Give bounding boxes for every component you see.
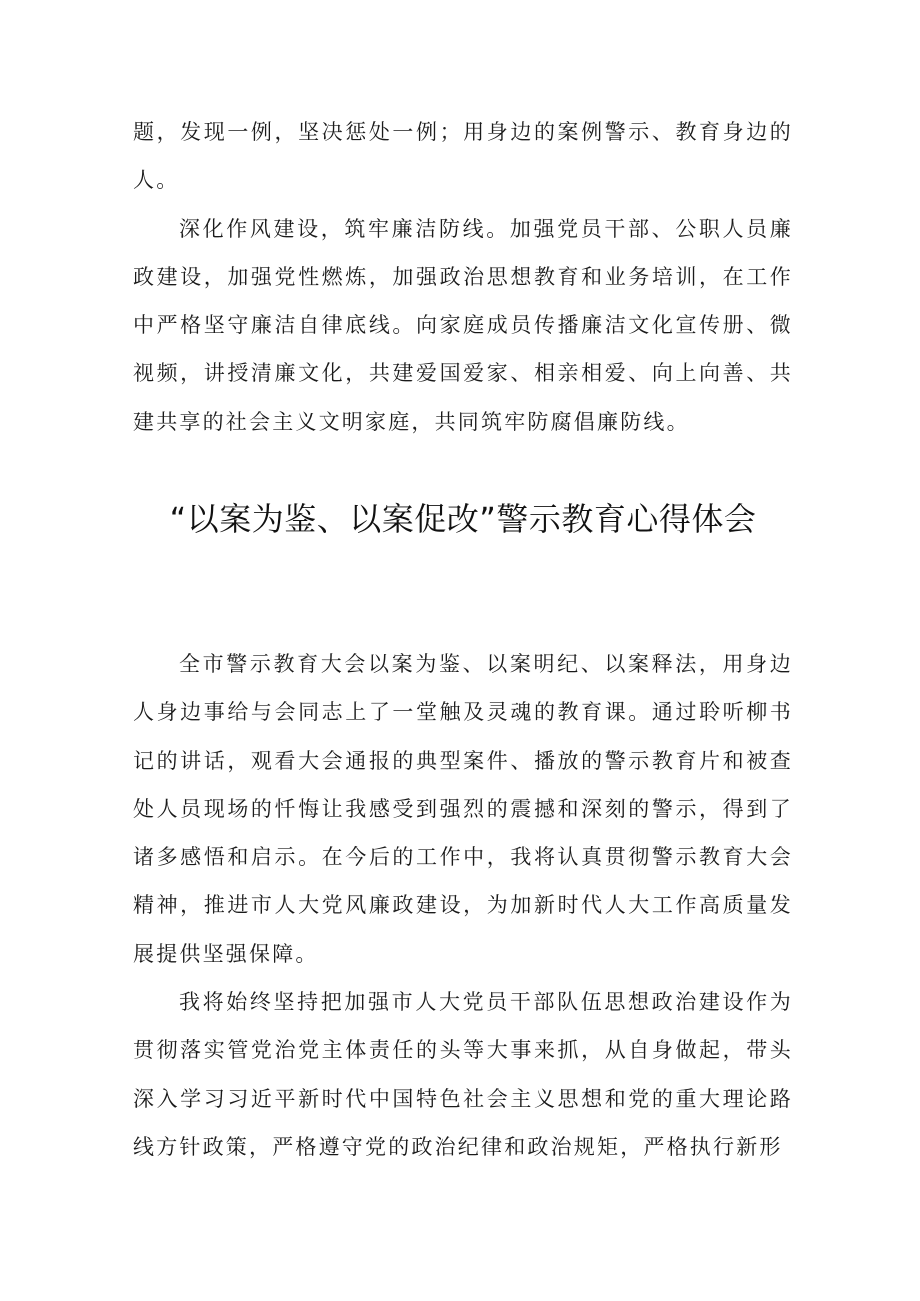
article-title: “以案为鉴、以案促改”警示教育心得体会 — [169, 500, 757, 538]
bottom-text-block — [133, 640, 793, 1171]
paragraph-continuation: 题，发现一例，坚决惩处一例；用身边的案例警示、教育身边的人。 — [133, 120, 793, 193]
paragraph-conference: 全市警示教育大会以案为鉴、以案明纪、以案释法，用身边人身边事给与会同志上了一堂触及灵魂的教育课。通过聆听柳书记的讲话，观看大会通报的典型案件、播放的警示教育片和被查处人员现场的忏悔让我感受到强烈的震撼和深刻的警示，得到了诸多感悟和启示。在今后的工作中，我将认真贯彻警示教育大会精神，推进市人大党风廉政建设，为加新时代人大工作高质量发展提供坚强保障。 — [133, 652, 793, 966]
paragraph-commitment: 我将始终坚持把加强市人大党员干部队伍思想政治建设作为贯彻落实管党治党主体责任的头等大事来抓，从自身做起，带头深入学习习近平新时代中国特色社会主义思想和党的重大理论路线方针政策，严格遵守党的政治纪律和政治规矩，严格执行新形 — [133, 990, 793, 1159]
top-text-block — [133, 108, 793, 446]
paragraph-style-building: 深化作风建设，筑牢廉洁防线。加强党员干部、公职人员廉政建设，加强党性燃炼，加强政治思想教育和业务培训，在工作中严格坚守廉洁自律底线。向家庭成员传播廉洁文化宣传册、微视频，讲授清廉文化，共建爱国爱家、相亲相爱、向上向善、共建共享的社会主义文明家庭，共同筑牢防腐倡廉防线。 — [133, 216, 793, 434]
